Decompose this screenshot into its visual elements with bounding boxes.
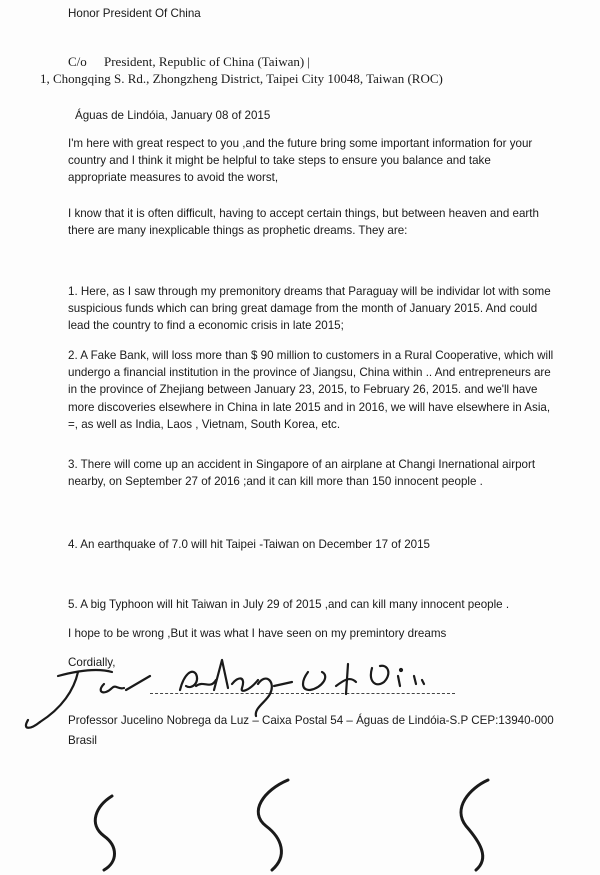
signature-address-line: Professor Jucelino Nobrega da Luz – Caixa Postal 54 – Águas de Lindóia-S.P CEP:13940-000 — [68, 714, 554, 727]
co-name: President, Republic of China (Taiwan) | — [104, 54, 311, 69]
intro-line: I'm here with great respect to you ,and the future bring some important information for your — [68, 137, 533, 150]
item-line: 3. There will come up an accident in Singapore of an airplane at Changi Inernational airport — [68, 458, 536, 471]
item-line: undergo a financial institution in the province of Jiangsu, China within .. And entrepreneurs are — [68, 366, 551, 380]
item-line: 1. Here, as I saw through my premonitory dreams that Paraguay will be individar lot with some — [68, 285, 551, 298]
item-line: 5. A big Typhoon will hit Taiwan in July 29 of 2015 ,and can kill many innocent people . — [68, 598, 510, 611]
intro2-line: I know that it is often difficult, having to accept certain things, but between heaven and earth — [68, 207, 539, 220]
co-label: C/o — [68, 54, 87, 69]
item-line: in the province of Zhejiang between January 23, 2015, to February 26, 2015. and we'll have — [68, 383, 538, 397]
signature-country-line: Brasil — [68, 734, 97, 747]
item-line: 2. A Fake Bank, will loss more than $ 90 million to customers in a Rural Cooperative, which will — [68, 349, 554, 362]
item-line: suspicious funds which can bring great damage from the month of January 2015. And could — [68, 302, 538, 316]
item-line: nearby, on September 27 of 2016 ;and it can kill more than 150 innocent people . — [68, 475, 483, 489]
recipient-line: Honor President Of China — [68, 7, 201, 20]
item-line: lead the country to find a economic crisis in late 2015; — [68, 319, 344, 333]
closing-hope: I hope to be wrong ,But it was what I have seen on my premintory dreams — [68, 627, 447, 640]
intro-line: appropriate measures to avoid the worst, — [68, 171, 279, 185]
address-line: 1, Chongqing S. Rd., Zhongzheng District, Taipei City 10048, Taiwan (ROC) — [40, 71, 443, 86]
closing-salutation: Cordially, — [68, 656, 116, 669]
intro-line: country and I think it might be helpful to take steps to ensure you balance and take — [68, 154, 491, 168]
item-line: =, as well as India, Laos , Vietnam, South Korea, etc. — [68, 417, 341, 431]
intro2-line: there are many inexplicable things as prophetic dreams. They are: — [68, 224, 408, 238]
item-line: 4. An earthquake of 7.0 will hit Taipei -Taiwan on December 17 of 2015 — [68, 538, 430, 551]
item-line: more discoveries elsewhere in China in late 2015 and in 2016, we will have elsewhere in Asia, — [68, 400, 551, 414]
date-line: Águas de Lindóia, January 08 of 2015 — [75, 109, 271, 122]
